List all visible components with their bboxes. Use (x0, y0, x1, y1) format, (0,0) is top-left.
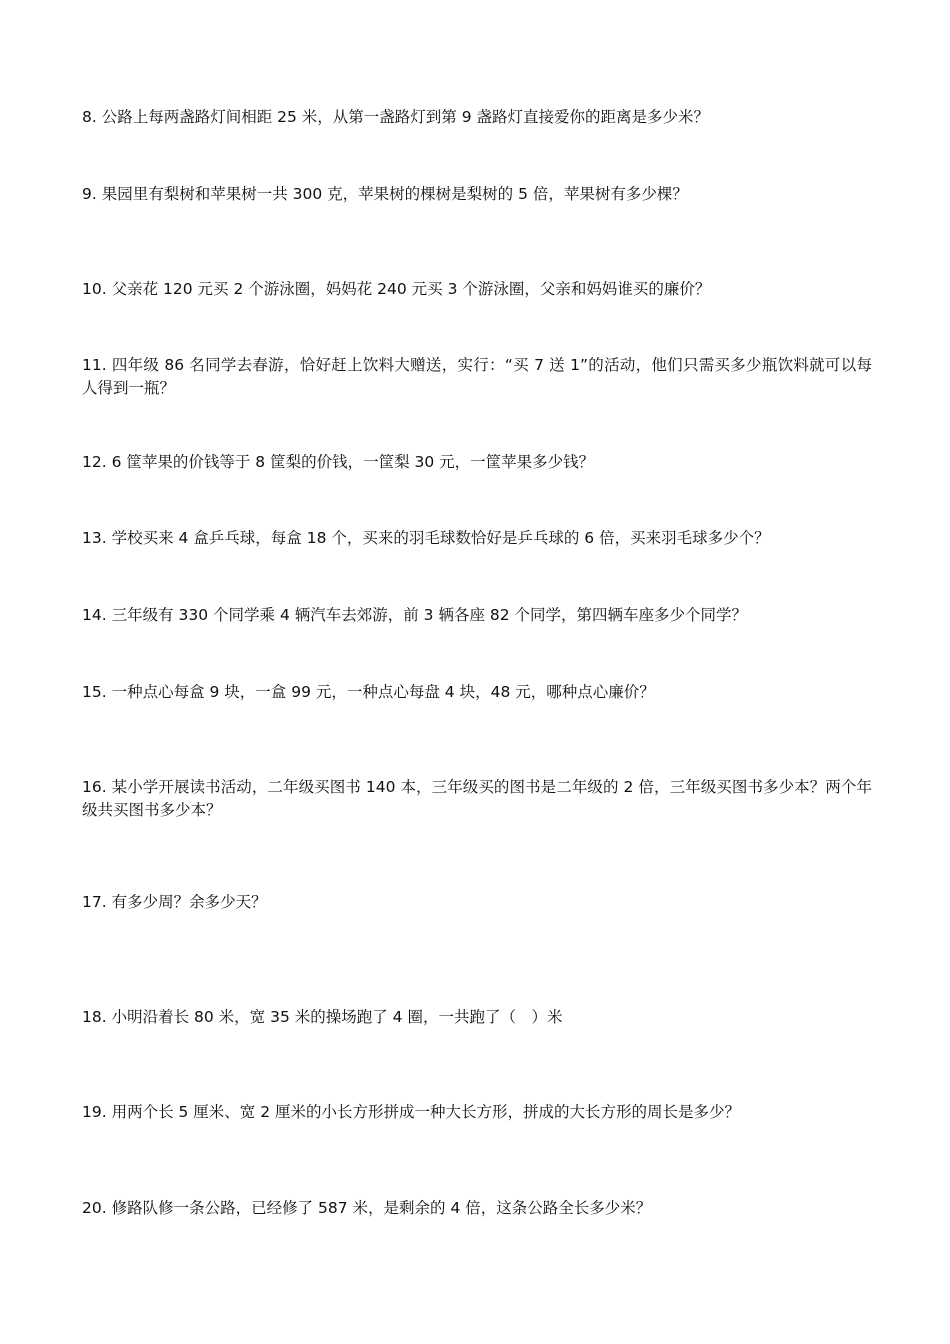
question-20: 20. 修路队修一条公路，已经修了 587 米，是剩余的 4 倍，这条公路全长多少米？ (82, 1199, 652, 1217)
question-13: 13. 学校买来 4 盒乒乓球，每盒 18 个，买来的羽毛球数恰好是乒乓球的 6 倍，买来羽毛球多少个？ (82, 529, 770, 547)
question-12: 12. 6 筐苹果的价钱等于 8 筐梨的价钱，一筐梨 30 元，一筐苹果多少钱？ (82, 453, 595, 471)
question-16: 16. 某小学开展读书活动，二年级买图书 140 本，三年级买的图书是二年级的 2 倍，三年级买图书多少本？两个年级共买图书多少本？ (82, 778, 872, 819)
question-8: 8. 公路上每两盏路灯间相距 25 米，从第一盏路灯到第 9 盏路灯直接爱你的距离是多少米？ (82, 108, 710, 126)
question-15: 15. 一种点心每盒 9 块，一盒 99 元，一种点心每盘 4 块，48 元，哪种点心廉价？ (82, 683, 655, 701)
question-18: 18. 小明沿着长 80 米，宽 35 米的操场跑了 4 圈，一共跑了（ ）米 (82, 1008, 563, 1026)
question-14: 14. 三年级有 330 个同学乘 4 辆汽车去郊游，前 3 辆各座 82 个同学，第四辆车座多少个同学？ (82, 606, 748, 624)
question-17: 17. 有多少周？余多少天？ (82, 893, 267, 911)
question-19: 19. 用两个长 5 厘米、宽 2 厘米的小长方形拼成一种大长方形，拼成的大长方形的周长是多少？ (82, 1103, 741, 1121)
question-11: 11. 四年级 86 名同学去春游，恰好赶上饮料大赠送，实行：“买 7 送 1”的活动，他们只需买多少瓶饮料就可以每人得到一瓶？ (82, 356, 872, 397)
question-9: 9. 果园里有梨树和苹果树一共 300 克，苹果树的棵树是梨树的 5 倍，苹果树有多少棵？ (82, 185, 688, 203)
question-10: 10. 父亲花 120 元买 2 个游泳圈，妈妈花 240 元买 3 个游泳圈，父亲和妈妈谁买的廉价？ (82, 280, 711, 298)
